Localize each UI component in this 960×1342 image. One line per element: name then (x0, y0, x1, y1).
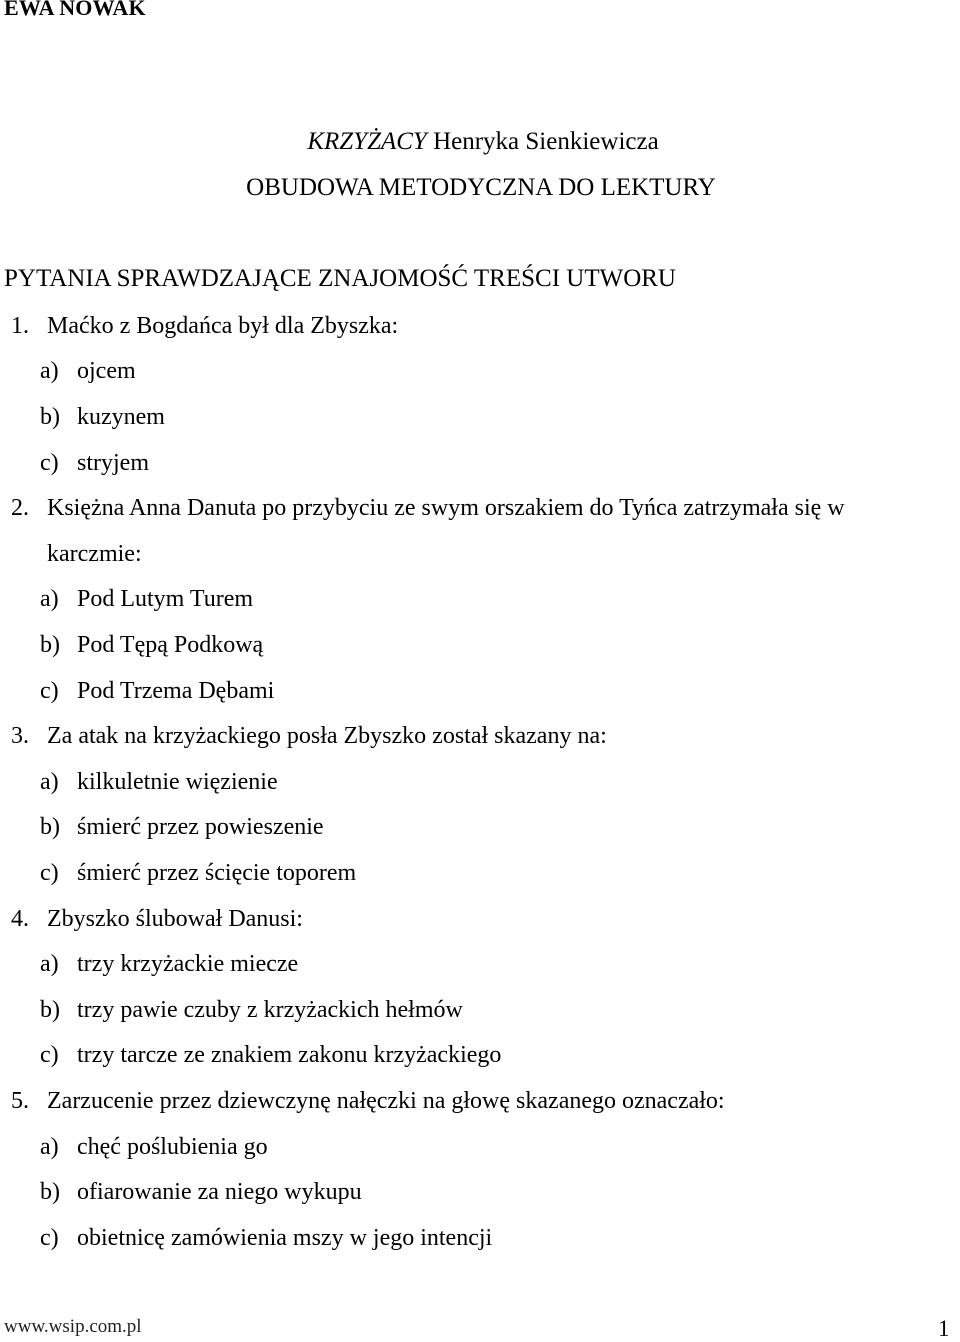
book-title: KRZYŻACY (307, 128, 427, 155)
question-text: Zbyszko ślubował Danusi: (47, 906, 303, 932)
option-letter: c) (40, 1042, 59, 1068)
option-letter: c) (40, 678, 59, 704)
author-name: EWA NOWAK (4, 0, 146, 20)
option-letter: b) (40, 997, 60, 1023)
option-text: kuzynem (77, 404, 165, 430)
section-heading: PYTANIA SPRAWDZAJĄCE ZNAJOMOŚĆ TREŚCI UTWORU (4, 265, 676, 292)
question-text: Za atak na krzyżackiego posła Zbyszko został skazany na: (47, 723, 607, 749)
question-text: Księżna Anna Danuta po przybyciu ze swym orszakiem do Tyńca zatrzymała się w (47, 495, 845, 521)
option-text: chęć poślubienia go (77, 1134, 268, 1160)
option-letter: b) (40, 814, 60, 840)
question-number: 3. (11, 723, 29, 749)
document-title (3, 127, 960, 157)
option-text: trzy pawie czuby z krzyżackich hełmów (77, 997, 463, 1023)
option-text: ojcem (77, 358, 136, 384)
option-letter: c) (40, 1225, 59, 1251)
option-letter: c) (40, 450, 59, 476)
option-text: Pod Tępą Podkową (77, 632, 264, 658)
question-number: 2. (11, 495, 29, 521)
option-text: ofiarowanie za niego wykupu (77, 1179, 362, 1205)
option-text: śmierć przez ścięcie toporem (77, 860, 357, 886)
question-text: Maćko z Bogdańca był dla Zbyszka: (47, 313, 399, 339)
option-text: obietnicę zamówienia mszy w jego intencji (77, 1225, 493, 1251)
question-number: 1. (11, 313, 29, 339)
option-letter: a) (40, 358, 59, 384)
option-letter: a) (40, 1134, 59, 1160)
option-letter: a) (40, 586, 59, 612)
page-number: 1 (938, 1316, 950, 1341)
option-text: Pod Trzema Dębami (77, 678, 275, 704)
book-author: Henryka Sienkiewicza (426, 128, 659, 155)
option-letter: c) (40, 860, 59, 886)
option-letter: a) (40, 951, 59, 977)
option-text: kilkuletnie więzienie (77, 769, 278, 795)
option-letter: b) (40, 1179, 60, 1205)
option-text: trzy krzyżackie miecze (77, 951, 299, 977)
question-text: karczmie: (47, 541, 142, 567)
option-letter: b) (40, 404, 60, 430)
option-text: śmierć przez powieszenie (77, 814, 324, 840)
question-text: Zarzucenie przez dziewczynę nałęczki na głowę skazanego oznaczało: (47, 1088, 725, 1114)
question-number: 5. (11, 1088, 29, 1114)
option-letter: a) (40, 769, 59, 795)
question-number: 4. (11, 906, 29, 932)
option-text: Pod Lutym Turem (77, 586, 254, 612)
option-letter: b) (40, 632, 60, 658)
document-subtitle: OBUDOWA METODYCZNA DO LEKTURY (246, 174, 716, 201)
footer-url: www.wsip.com.pl (4, 1316, 142, 1337)
option-text: trzy tarcze ze znakiem zakonu krzyżackiego (77, 1042, 502, 1068)
option-text: stryjem (77, 450, 149, 476)
